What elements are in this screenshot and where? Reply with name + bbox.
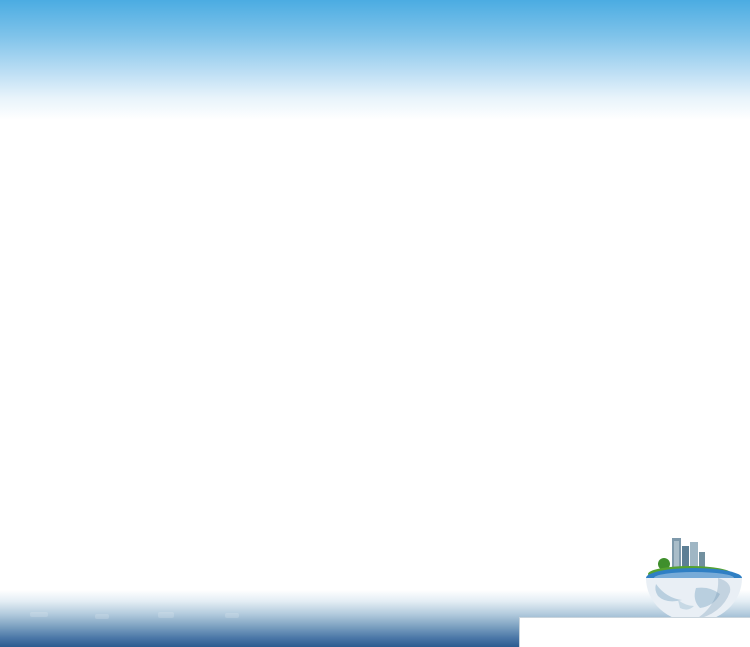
document-title bbox=[67, 128, 685, 164]
sea-glint bbox=[225, 613, 239, 618]
footer-url-link[interactable] bbox=[519, 617, 750, 647]
sea-glint bbox=[158, 612, 174, 618]
document-title-line2 bbox=[67, 146, 685, 164]
sky-gradient-background bbox=[0, 0, 750, 120]
paragraph-mark-icon bbox=[376, 150, 377, 161]
globe-city-icon bbox=[638, 532, 750, 626]
document-title-line1 bbox=[67, 128, 685, 146]
sea-glint bbox=[30, 612, 48, 617]
paragraph-mark-icon bbox=[376, 132, 377, 143]
sea-glint bbox=[95, 614, 109, 619]
